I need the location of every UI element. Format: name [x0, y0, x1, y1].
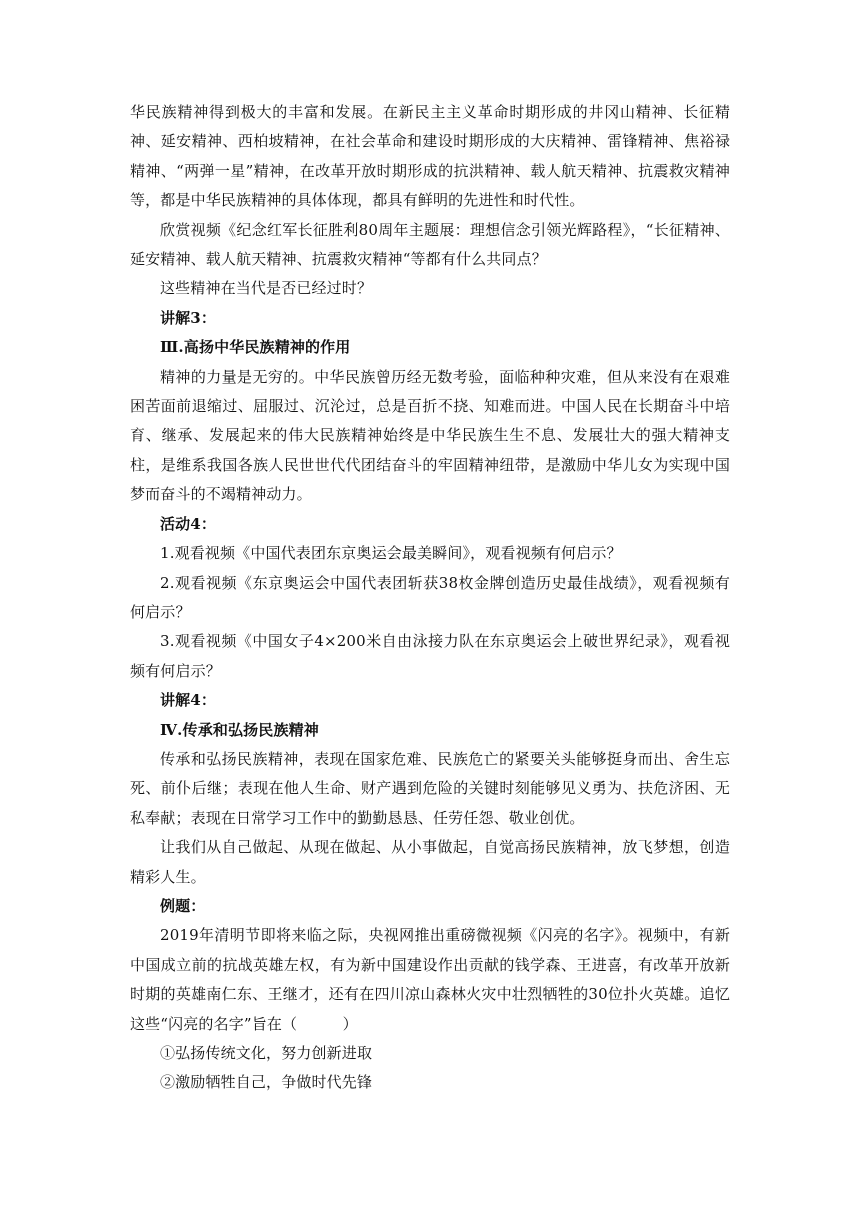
paragraph-example-question: 2019年清明节即将来临之际，央视网推出重磅微视频《闪亮的名字》。视频中，有新中国成立前的抗战英雄左权，有为新中国建设作出贡献的钱学森、王进喜，有改革开放新时期的英雄南仁东、王继才，还有在四川凉山森林火灾中壮烈牺牲的30位扑火英雄。追忆这些“闪亮的名字”旨在（ ） — [130, 926, 730, 1033]
heading-lecture-4: 讲解4： — [160, 691, 217, 710]
heading-lecture-3: 讲解3： — [160, 308, 217, 327]
activity-item-1: 1.观看视频《中国代表团东京奥运会最美瞬间》，观看视频有何启示？ — [160, 544, 622, 563]
paragraph-start-from-self: 让我们从自己做起、从现在做起、从小事做起，自觉高扬民族精神，放飞梦想，创造精彩人生。 — [130, 838, 730, 886]
heading-activity-4: 活动4： — [160, 514, 217, 533]
option-2: ②激励牺牲自己，争做时代先锋 — [160, 1073, 373, 1092]
paragraph-video-question: 欣赏视频《纪念红军长征胜利80周年主题展：理想信念引领光辉路程》，“长征精神、延安精神、载人航天精神、抗震救灾精神“等都有什么共同点？ — [130, 220, 730, 269]
activity-item-2: 2.观看视频《东京奥运会中国代表团斩获38枚金牌创造历史最佳战绩》，观看视频有何启示？ — [130, 573, 730, 621]
heading-section-4: Ⅳ.传承和弘扬民族精神 — [160, 720, 319, 739]
heading-example: 例题： — [160, 896, 206, 915]
heading-section-3: Ⅲ.高扬中华民族精神的作用 — [160, 338, 351, 357]
activity-item-3: 3.观看视频《中国女子4×200米自由泳接力队在东京奥运会上破世界纪录》，观看视频有何启示？ — [130, 632, 730, 680]
paragraph-outdated-question: 这些精神在当代是否已经过时？ — [160, 279, 373, 298]
option-1: ①弘扬传统文化，努力创新进取 — [160, 1044, 373, 1062]
document-body — [130, 98, 730, 1098]
paragraph-spirit-development: 华民族精神得到极大的丰富和发展。在新民主主义革命时期形成的井冈山精神、长征精神、延安精神、西柏坡精神，在社会革命和建设时期形成的大庆精神、雷锋精神、焦裕禄精神、“两弹一星”精神，在改革开放时期形成的抗洪精神、载人航天精神、抗震救灾精神等，都是中华民族精神的具体体现，都具有鲜明的先进性和时代性。 — [130, 103, 730, 210]
paragraph-inherit-spirit: 传承和弘扬民族精神，表现在国家危难、民族危亡的紧要关头能够挺身而出、舍生忘死、前仆后继；表现在他人生命、财产遇到危险的关键时刻能够见义勇为、扶危济困、无私奉献；表现在日常学习工作中的勤勤恳恳、任劳任怨、敬业创优。 — [130, 749, 730, 827]
paragraph-spirit-power: 精神的力量是无穷的。中华民族曾历经无数考验，面临种种灾难，但从来没有在艰难困苦面前退缩过、屈服过、沉沦过，总是百折不挠、知难而进。中国人民在长期奋斗中培育、继承、发展起来的伟大民族精神始终是中华民族生生不息、发展壮大的强大精神支柱，是维系我国各族人民世世代代团结奋斗的牢固精神纽带，是激励中华儿女为实现中国梦而奋斗的不竭精神动力。 — [130, 367, 730, 504]
